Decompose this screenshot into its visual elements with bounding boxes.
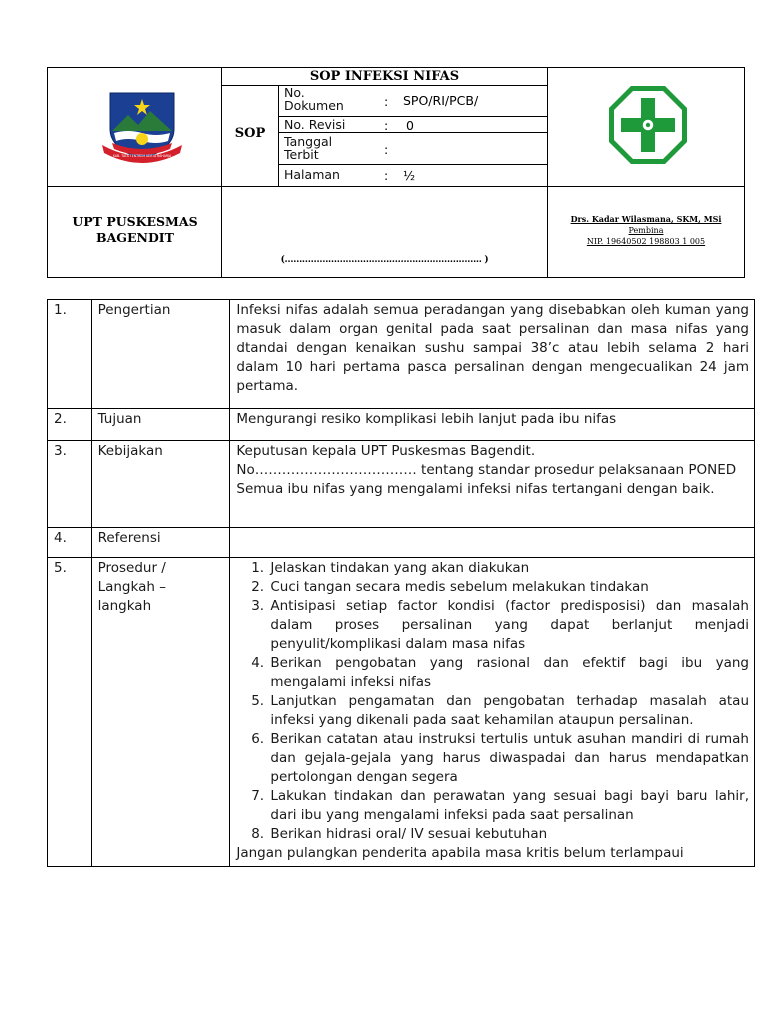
list-item: 7. Lakukan tindakan dan perawatan yang sesuai bagi bayi baru lahir, dari ibu yang mengalami infeksi pada saat persalinan (268, 787, 749, 825)
pengertian-text: Infeksi nifas adalah semua peradangan yang disebabkan oleh kuman yang masuk dalam organ genital pada saat persalinan dan masa nifas yang dtandai dengan kenaikan sushu sampai 38’c atau lebih selama 2 hari dalam 10 hari pertama pasca persalinan dengan mengecualikan 24 jam pertama. (230, 300, 755, 409)
upt-name (48, 214, 222, 246)
row-label: Referensi (91, 528, 230, 558)
upt-name-line2: BAGENDIT (96, 230, 174, 245)
no-dokumen-value: SPO/RI/PCB/ (403, 93, 479, 108)
tujuan-text: Mengurangi resiko komplikasi lebih lanjut pada ibu nifas (230, 409, 755, 441)
row-number: 2. (48, 409, 92, 441)
row-label (91, 558, 230, 867)
signature-line: (………………………………………………………….. ) (280, 255, 489, 265)
referensi-text (230, 528, 755, 558)
no-dokumen-label-line1: No. (284, 85, 305, 100)
row-label-line: Langkah – (97, 579, 166, 595)
colon: : (384, 168, 389, 183)
no-dokumen-label (284, 86, 344, 112)
table-row (48, 528, 755, 558)
kebijakan-line2: No……………………………… tentang standar prosedur pelaksanaan PONED Semua ibu nifas yang mengalami infeksi nifas tertangani dengan baik. (236, 462, 737, 497)
header-divider (221, 85, 548, 86)
puskesmas-logo (607, 84, 689, 166)
header-divider (278, 164, 548, 165)
row-number: 3. (48, 441, 92, 528)
row-label: Pengertian (91, 300, 230, 409)
prosedur-cell (230, 558, 755, 867)
tanggal-label-line1: Tanggal (284, 134, 333, 149)
no-revisi-label: No. Revisi (284, 117, 346, 132)
colon: : (384, 94, 389, 109)
row-label: Tujuan (91, 409, 230, 441)
sop-label: SOP (234, 126, 266, 141)
upt-name-line1: UPT PUSKESMAS (72, 214, 198, 229)
list-item: 2. Cuci tangan secara medis sebelum melakukan tindakan (268, 578, 749, 597)
sop-content-table (47, 299, 755, 867)
row-label: Kebijakan (91, 441, 230, 528)
row-label-line: langkah (97, 598, 152, 614)
table-row (48, 558, 755, 867)
official-name: Drs. Kadar Wilasmana, SKM, MSi (570, 214, 722, 224)
official-rank: Pembina (628, 226, 664, 235)
colon: : (384, 142, 389, 157)
kebijakan-text (230, 441, 755, 528)
halaman-label: Halaman (284, 167, 340, 182)
header-divider (221, 67, 222, 278)
list-item: 3. Antisipasi setiap factor kondisi (factor predisposisi) dan masalah dalam proses persalinan yang dapat berlanjut menjadi penyulit/komplikasi dalam masa nifas (268, 597, 749, 654)
closing-note: Jangan pulangkan penderita apabila masa kritis belum terlampaui (236, 845, 684, 861)
procedure-steps-list (236, 559, 749, 844)
row-number: 1. (48, 300, 92, 409)
list-item: 4. Berikan pengobatan yang rasional dan efektif bagi ibu yang mengalami infeksi nifas (268, 654, 749, 692)
list-item: 1. Jelaskan tindakan yang akan diakukan (268, 559, 749, 578)
tanggal-label-line2: Terbit (284, 147, 319, 162)
table-row (48, 441, 755, 528)
row-label-line: Prosedur / (97, 560, 166, 576)
row-number: 5. (48, 558, 92, 867)
logo-center-dot (646, 123, 650, 127)
crest-motto-text: KAB. TATA TENTREM KERTA RAHARJA (112, 154, 172, 158)
tanggal-terbit-label (284, 135, 332, 161)
colon: : (384, 118, 389, 133)
list-item: 6. Berikan catatan atau instruksi tertulis untuk asuhan mandiri di rumah dan gejala-gejala yang harus diwaspadai dan harus mendapatkan pertolongan dengan segera (268, 730, 749, 787)
official-nip: NIP. 19640502 198803 1 005 (586, 237, 706, 246)
sop-title: SOP INFEKSI NIFAS (309, 69, 460, 84)
crest-sun (136, 133, 148, 145)
list-item: 8. Berikan hidrasi oral/ IV sesuai kebutuhan (268, 825, 749, 844)
table-row (48, 300, 755, 409)
regency-crest-logo (100, 85, 184, 167)
table-row (48, 409, 755, 441)
kebijakan-line1: Keputusan kepala UPT Puskesmas Bagendit. (236, 443, 536, 459)
halaman-value: ½ (403, 168, 416, 183)
no-revisi-value: 0 (406, 118, 414, 133)
header-divider (47, 186, 745, 187)
row-number: 4. (48, 528, 92, 558)
no-dokumen-label-line2: Dokumen (284, 98, 344, 113)
list-item: 5. Lanjutkan pengamatan dan pengobatan terhadap masalah atau infeksi yang dikenali pada saat kehamilan ataupun persalinan. (268, 692, 749, 730)
header-divider (278, 85, 279, 186)
official-signature-block (548, 214, 744, 247)
